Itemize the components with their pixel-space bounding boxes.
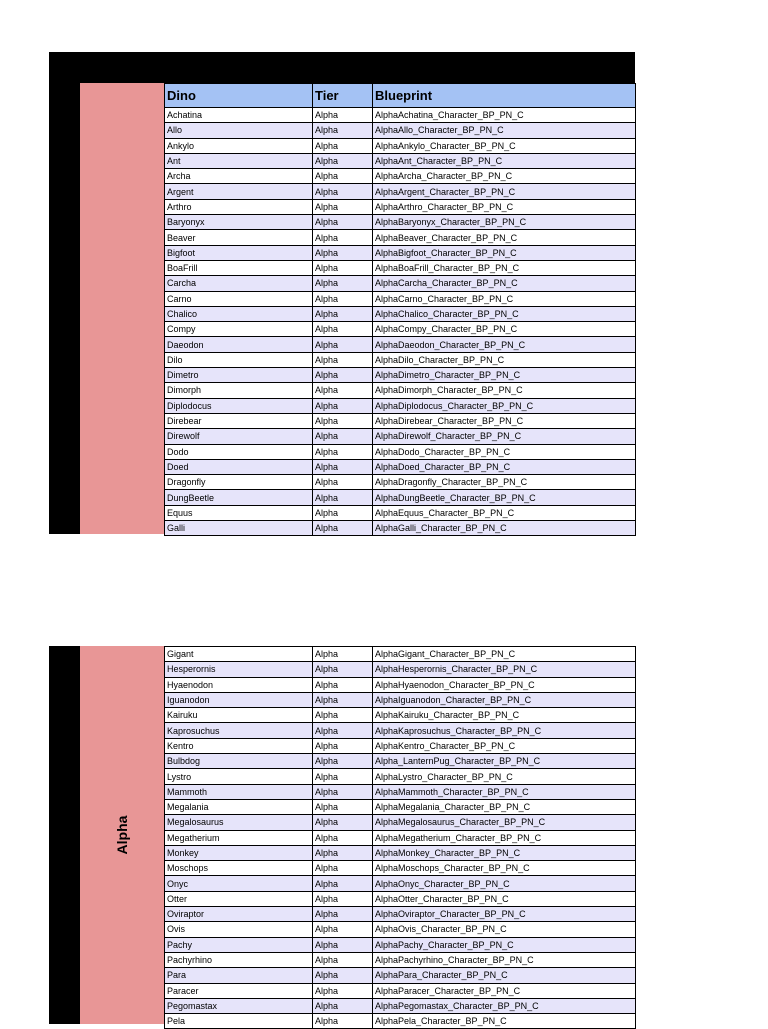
cell-tier: Alpha (313, 769, 373, 784)
table-row (165, 260, 636, 275)
table-row (165, 677, 636, 692)
table-row (165, 230, 636, 245)
cell-tier: Alpha (313, 830, 373, 845)
cell-tier: Alpha (313, 738, 373, 753)
cell-tier: Alpha (313, 153, 373, 168)
cell-blueprint: AlphaOnyc_Character_BP_PN_C (373, 876, 636, 891)
cell-dino: BoaFrill (165, 260, 313, 275)
cell-dino: Megalania (165, 799, 313, 814)
cell-blueprint: AlphaArcha_Character_BP_PN_C (373, 169, 636, 184)
table-row (165, 398, 636, 413)
cell-dino: Mammoth (165, 784, 313, 799)
cell-dino: Argent (165, 184, 313, 199)
table-row (165, 830, 636, 845)
table-row (165, 521, 636, 536)
cell-dino: Beaver (165, 230, 313, 245)
table-row (165, 413, 636, 428)
table-row (165, 754, 636, 769)
cell-dino: Direbear (165, 413, 313, 428)
table-row (165, 861, 636, 876)
cell-dino: Pachy (165, 937, 313, 952)
table-row (165, 475, 636, 490)
table-row (165, 215, 636, 230)
cell-tier: Alpha (313, 291, 373, 306)
header-dino: Dino (165, 84, 313, 108)
cell-blueprint: AlphaDimetro_Character_BP_PN_C (373, 368, 636, 383)
cell-tier: Alpha (313, 662, 373, 677)
cell-blueprint: AlphaOtter_Character_BP_PN_C (373, 891, 636, 906)
table-row (165, 692, 636, 707)
cell-tier: Alpha (313, 647, 373, 662)
table-row (165, 891, 636, 906)
cell-dino: Pela (165, 1014, 313, 1029)
cell-blueprint: AlphaMegalosaurus_Character_BP_PN_C (373, 815, 636, 830)
cell-tier: Alpha (313, 521, 373, 536)
cell-tier: Alpha (313, 108, 373, 123)
cell-blueprint: AlphaBaryonyx_Character_BP_PN_C (373, 215, 636, 230)
cell-dino: Carno (165, 291, 313, 306)
table-row (165, 708, 636, 723)
cell-tier: Alpha (313, 1014, 373, 1029)
cell-tier: Alpha (313, 260, 373, 275)
cell-tier: Alpha (313, 692, 373, 707)
cell-blueprint: AlphaChalico_Character_BP_PN_C (373, 306, 636, 321)
cell-tier: Alpha (313, 952, 373, 967)
table-row (165, 322, 636, 337)
table-row (165, 647, 636, 662)
cell-blueprint: AlphaParacer_Character_BP_PN_C (373, 983, 636, 998)
cell-tier: Alpha (313, 845, 373, 860)
table-row (165, 153, 636, 168)
cell-tier: Alpha (313, 723, 373, 738)
black-side-strip (49, 52, 80, 534)
cell-tier: Alpha (313, 490, 373, 505)
cell-dino: Achatina (165, 108, 313, 123)
table-row (165, 352, 636, 367)
cell-tier: Alpha (313, 245, 373, 260)
cell-blueprint: AlphaDragonfly_Character_BP_PN_C (373, 475, 636, 490)
cell-blueprint: AlphaOviraptor_Character_BP_PN_C (373, 907, 636, 922)
cell-tier: Alpha (313, 306, 373, 321)
table-row (165, 876, 636, 891)
table-row (165, 444, 636, 459)
table-row (165, 306, 636, 321)
cell-tier: Alpha (313, 754, 373, 769)
cell-tier: Alpha (313, 505, 373, 520)
cell-dino: Bulbdog (165, 754, 313, 769)
cell-dino: Archa (165, 169, 313, 184)
cell-tier: Alpha (313, 876, 373, 891)
cell-tier: Alpha (313, 398, 373, 413)
cell-dino: Lystro (165, 769, 313, 784)
cell-dino: Gigant (165, 647, 313, 662)
cell-blueprint: AlphaAchatina_Character_BP_PN_C (373, 108, 636, 123)
cell-blueprint: AlphaAnt_Character_BP_PN_C (373, 153, 636, 168)
cell-dino: Bigfoot (165, 245, 313, 260)
table-header-row (165, 84, 636, 108)
tier-group-label: Alpha (114, 815, 130, 855)
table-row (165, 199, 636, 214)
cell-tier: Alpha (313, 815, 373, 830)
table-row (165, 662, 636, 677)
table-block-1 (49, 52, 635, 534)
cell-blueprint: Alpha_LanternPug_Character_BP_PN_C (373, 754, 636, 769)
cell-dino: Ant (165, 153, 313, 168)
cell-tier: Alpha (313, 968, 373, 983)
table-row (165, 815, 636, 830)
cell-blueprint: AlphaIguanodon_Character_BP_PN_C (373, 692, 636, 707)
table-row (165, 952, 636, 967)
table-row (165, 169, 636, 184)
table-row (165, 368, 636, 383)
table-row (165, 383, 636, 398)
cell-blueprint: AlphaLystro_Character_BP_PN_C (373, 769, 636, 784)
cell-dino: Chalico (165, 306, 313, 321)
cell-blueprint: AlphaDiplodocus_Character_BP_PN_C (373, 398, 636, 413)
cell-blueprint: AlphaHesperornis_Character_BP_PN_C (373, 662, 636, 677)
table-row (165, 505, 636, 520)
table-row (165, 337, 636, 352)
cell-dino: Moschops (165, 861, 313, 876)
cell-blueprint: AlphaPara_Character_BP_PN_C (373, 968, 636, 983)
dino-table-1 (164, 83, 636, 536)
cell-tier: Alpha (313, 677, 373, 692)
cell-tier: Alpha (313, 413, 373, 428)
cell-dino: Dragonfly (165, 475, 313, 490)
black-header-bar (49, 52, 635, 83)
cell-tier: Alpha (313, 998, 373, 1013)
cell-tier: Alpha (313, 215, 373, 230)
table-block-2 (49, 646, 635, 1027)
cell-tier: Alpha (313, 123, 373, 138)
cell-tier: Alpha (313, 708, 373, 723)
table-row (165, 983, 636, 998)
cell-tier: Alpha (313, 799, 373, 814)
cell-blueprint: AlphaMonkey_Character_BP_PN_C (373, 845, 636, 860)
cell-blueprint: AlphaCompy_Character_BP_PN_C (373, 322, 636, 337)
cell-blueprint: AlphaKaprosuchus_Character_BP_PN_C (373, 723, 636, 738)
table-row (165, 291, 636, 306)
table-row (165, 799, 636, 814)
cell-dino: Compy (165, 322, 313, 337)
cell-dino: Megalosaurus (165, 815, 313, 830)
cell-tier: Alpha (313, 429, 373, 444)
header-blueprint: Blueprint (373, 84, 636, 108)
cell-tier: Alpha (313, 983, 373, 998)
cell-blueprint: AlphaPachy_Character_BP_PN_C (373, 937, 636, 952)
cell-tier: Alpha (313, 907, 373, 922)
cell-blueprint: AlphaAllo_Character_BP_PN_C (373, 123, 636, 138)
cell-blueprint: AlphaBoaFrill_Character_BP_PN_C (373, 260, 636, 275)
table-row (165, 276, 636, 291)
table-row (165, 769, 636, 784)
cell-dino: Megatherium (165, 830, 313, 845)
cell-dino: Ankylo (165, 138, 313, 153)
cell-blueprint: AlphaArthro_Character_BP_PN_C (373, 199, 636, 214)
cell-blueprint: AlphaDirewolf_Character_BP_PN_C (373, 429, 636, 444)
cell-tier: Alpha (313, 199, 373, 214)
table-row (165, 738, 636, 753)
table-row (165, 184, 636, 199)
cell-blueprint: AlphaBigfoot_Character_BP_PN_C (373, 245, 636, 260)
cell-dino: Hyaenodon (165, 677, 313, 692)
cell-dino: Onyc (165, 876, 313, 891)
cell-tier: Alpha (313, 138, 373, 153)
cell-dino: Para (165, 968, 313, 983)
table-row (165, 784, 636, 799)
cell-tier: Alpha (313, 184, 373, 199)
cell-blueprint: AlphaAnkylo_Character_BP_PN_C (373, 138, 636, 153)
cell-blueprint: AlphaPegomastax_Character_BP_PN_C (373, 998, 636, 1013)
cell-dino: Pegomastax (165, 998, 313, 1013)
cell-blueprint: AlphaOvis_Character_BP_PN_C (373, 922, 636, 937)
table-row (165, 138, 636, 153)
dino-table-2 (164, 646, 636, 1029)
cell-blueprint: AlphaDaeodon_Character_BP_PN_C (373, 337, 636, 352)
cell-blueprint: AlphaDilo_Character_BP_PN_C (373, 352, 636, 367)
cell-dino: Kairuku (165, 708, 313, 723)
cell-dino: Kentro (165, 738, 313, 753)
cell-tier: Alpha (313, 444, 373, 459)
tier-group-band (80, 646, 164, 1024)
cell-blueprint: AlphaDimorph_Character_BP_PN_C (373, 383, 636, 398)
cell-dino: Daeodon (165, 337, 313, 352)
tier-group-band (80, 83, 164, 534)
table-row (165, 1014, 636, 1029)
cell-tier: Alpha (313, 459, 373, 474)
cell-dino: Baryonyx (165, 215, 313, 230)
cell-blueprint: AlphaMammoth_Character_BP_PN_C (373, 784, 636, 799)
cell-tier: Alpha (313, 784, 373, 799)
cell-tier: Alpha (313, 276, 373, 291)
cell-blueprint: AlphaArgent_Character_BP_PN_C (373, 184, 636, 199)
cell-dino: Equus (165, 505, 313, 520)
cell-blueprint: AlphaMegatherium_Character_BP_PN_C (373, 830, 636, 845)
cell-dino: Pachyrhino (165, 952, 313, 967)
cell-dino: Carcha (165, 276, 313, 291)
cell-blueprint: AlphaPachyrhino_Character_BP_PN_C (373, 952, 636, 967)
cell-dino: Oviraptor (165, 907, 313, 922)
cell-tier: Alpha (313, 169, 373, 184)
cell-tier: Alpha (313, 383, 373, 398)
cell-dino: Otter (165, 891, 313, 906)
cell-tier: Alpha (313, 322, 373, 337)
cell-tier: Alpha (313, 352, 373, 367)
cell-blueprint: AlphaEquus_Character_BP_PN_C (373, 505, 636, 520)
table-row (165, 968, 636, 983)
cell-dino: Dimorph (165, 383, 313, 398)
cell-dino: Iguanodon (165, 692, 313, 707)
table-row (165, 907, 636, 922)
table-row (165, 490, 636, 505)
header-tier: Tier (313, 84, 373, 108)
cell-blueprint: AlphaKentro_Character_BP_PN_C (373, 738, 636, 753)
cell-dino: Dimetro (165, 368, 313, 383)
cell-dino: Ovis (165, 922, 313, 937)
cell-blueprint: AlphaKairuku_Character_BP_PN_C (373, 708, 636, 723)
cell-dino: Allo (165, 123, 313, 138)
cell-tier: Alpha (313, 861, 373, 876)
cell-blueprint: AlphaGalli_Character_BP_PN_C (373, 521, 636, 536)
cell-blueprint: AlphaHyaenodon_Character_BP_PN_C (373, 677, 636, 692)
table-row (165, 108, 636, 123)
cell-dino: Dodo (165, 444, 313, 459)
cell-blueprint: AlphaGigant_Character_BP_PN_C (373, 647, 636, 662)
cell-blueprint: AlphaDodo_Character_BP_PN_C (373, 444, 636, 459)
cell-dino: Diplodocus (165, 398, 313, 413)
table-row (165, 998, 636, 1013)
cell-tier: Alpha (313, 891, 373, 906)
cell-dino: Hesperornis (165, 662, 313, 677)
cell-blueprint: AlphaPela_Character_BP_PN_C (373, 1014, 636, 1029)
cell-blueprint: AlphaDirebear_Character_BP_PN_C (373, 413, 636, 428)
cell-blueprint: AlphaDoed_Character_BP_PN_C (373, 459, 636, 474)
table-row (165, 429, 636, 444)
cell-blueprint: AlphaCarcha_Character_BP_PN_C (373, 276, 636, 291)
table-row (165, 937, 636, 952)
table-row (165, 459, 636, 474)
cell-dino: Dilo (165, 352, 313, 367)
table-row (165, 922, 636, 937)
table-row (165, 123, 636, 138)
cell-tier: Alpha (313, 937, 373, 952)
table-row (165, 845, 636, 860)
cell-dino: Arthro (165, 199, 313, 214)
cell-blueprint: AlphaMoschops_Character_BP_PN_C (373, 861, 636, 876)
cell-tier: Alpha (313, 230, 373, 245)
cell-tier: Alpha (313, 368, 373, 383)
cell-blueprint: AlphaDungBeetle_Character_BP_PN_C (373, 490, 636, 505)
cell-blueprint: AlphaBeaver_Character_BP_PN_C (373, 230, 636, 245)
cell-dino: DungBeetle (165, 490, 313, 505)
cell-dino: Galli (165, 521, 313, 536)
black-side-strip (49, 646, 80, 1024)
cell-tier: Alpha (313, 922, 373, 937)
cell-blueprint: AlphaCarno_Character_BP_PN_C (373, 291, 636, 306)
cell-dino: Direwolf (165, 429, 313, 444)
cell-dino: Paracer (165, 983, 313, 998)
table-row (165, 245, 636, 260)
cell-dino: Monkey (165, 845, 313, 860)
cell-tier: Alpha (313, 337, 373, 352)
cell-tier: Alpha (313, 475, 373, 490)
cell-dino: Kaprosuchus (165, 723, 313, 738)
cell-blueprint: AlphaMegalania_Character_BP_PN_C (373, 799, 636, 814)
table-row (165, 723, 636, 738)
cell-dino: Doed (165, 459, 313, 474)
